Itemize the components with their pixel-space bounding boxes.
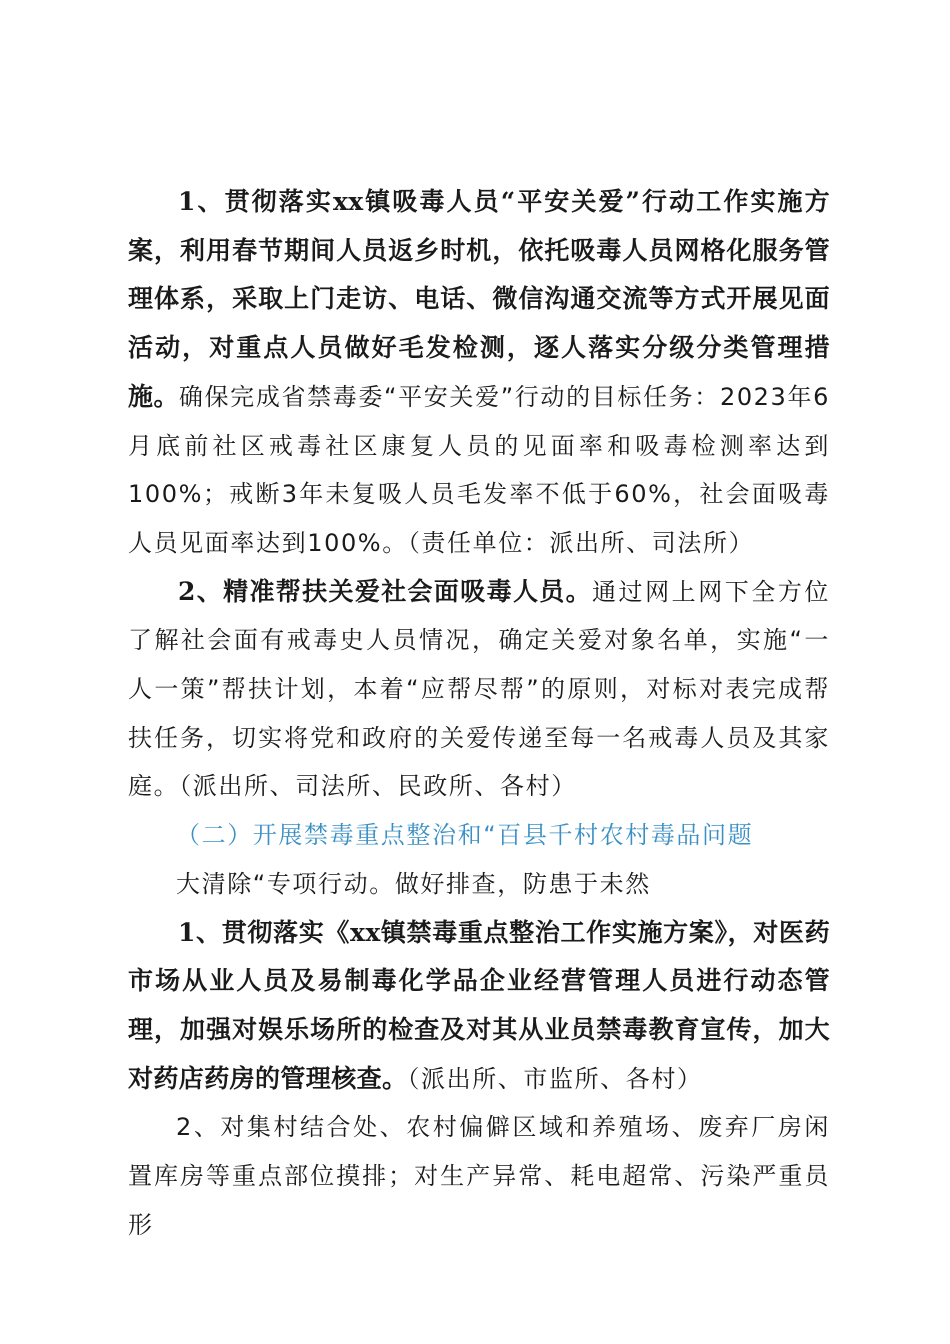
paragraph-2 — [128, 568, 830, 812]
paragraph-1-bold: 1、贯彻落实xx镇吸毒人员“平安关爱”行动工作实施方案，利用春节期间人员返乡时机，依托吸毒人员网格化服务管理体系，采取上门走访、电话、微信沟通交流等方式开展见面活动，对重点人员做好毛发检测，逐人落实分级分类管理措施。 — [128, 187, 830, 411]
section-heading: （二）开展禁毒重点整治和“百县千村农村毒品问题 — [176, 821, 754, 850]
paragraph-3-bold: 1、贯彻落实《xx镇禁毒重点整治工作实施方案》，对医药市场从业人员及易制毒化学品企业经营管理人员进行动态管理，加强对娱乐场所的检查及对其从业员禁毒教育宣传，加大对药店药房的管理核查。 — [128, 917, 830, 1093]
paragraph-2-normal: 通过网上网下全方位了解社会面有戒毒史人员情况，确定关爱对象名单，实施“一人一策”帮扶计划，本着“应帮尽帮”的原则，对标对表完成帮扶任务，切实将党和政府的关爱传递至每一名戒毒人员及其家庭。（派出所、司法所、民政所、各村） — [128, 577, 830, 801]
paragraph-2-bold: 2、精准帮扶关爱社会面吸毒人员。 — [178, 576, 592, 606]
paragraph-3 — [128, 909, 830, 1104]
document-body — [128, 178, 830, 1249]
paragraph-3-normal: （派出所、市监所、各村） — [407, 1064, 703, 1093]
paragraph-4: 2、对集村结合处、农村偏僻区域和养殖场、废弃厂房闲置库房等重点部位摸排；对生产异常、耗电超常、污染严重员形 — [128, 1113, 830, 1239]
paragraph-1-normal: 确保完成省禁毒委“平安关爱”行动的目标任务：2023年6月底前社区戒毒社区康复人员的见面率和吸毒检测率达到100%；戒断3年未复吸人员毛发率不低于60%，社会面吸毒人员见面率达到100%。（责任单位：派出所、司法所） — [128, 382, 830, 557]
paragraph-1 — [128, 178, 830, 568]
section-subheading: 大清除“专项行动。做好排查，防患于未然 — [176, 869, 651, 898]
